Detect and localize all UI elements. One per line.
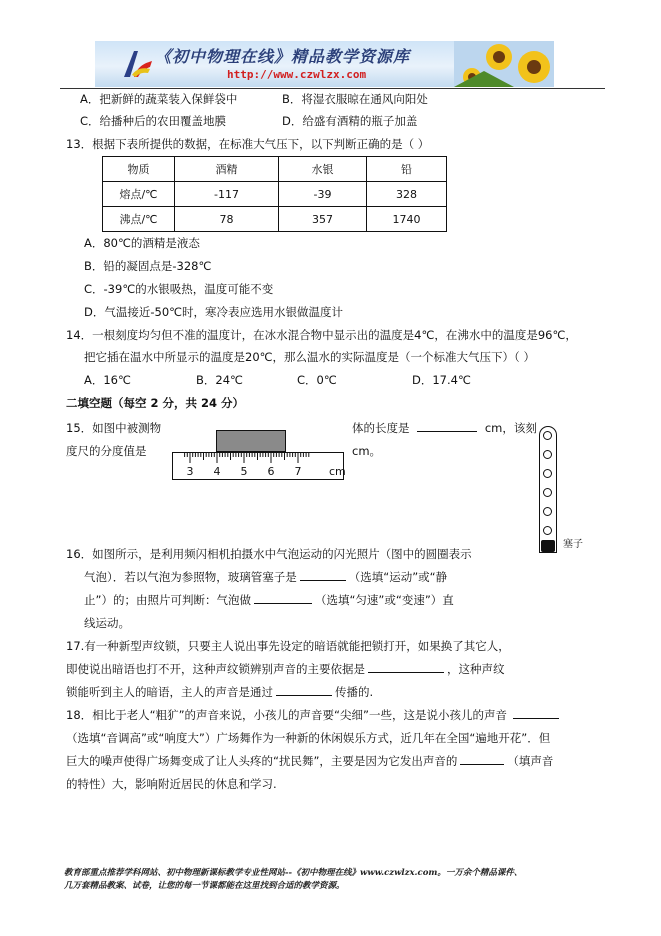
- q17-line-2: [66, 661, 505, 677]
- table-header-cell: 酒精: [175, 157, 279, 182]
- q18-line-2: （选填“音调高”或“响度大”）广场舞作为一种新的休闲娱乐方式，近几年在全国“遍地开花”．但: [66, 731, 551, 745]
- bubble: [543, 488, 552, 497]
- table-cell: 78: [175, 207, 279, 232]
- q15-text-1: 15．如图中被测物: [66, 421, 162, 435]
- q14-option-a: A．16℃: [84, 373, 131, 387]
- q16-motion-blank[interactable]: [254, 592, 312, 604]
- q18-line-3-tail: （填声音: [507, 754, 554, 768]
- table-row: [103, 182, 447, 207]
- q16-line-4: 线运动。: [84, 616, 130, 630]
- bubble: [543, 507, 552, 516]
- q13-option-a: A．80℃的酒精是液态: [84, 236, 200, 250]
- stopper-label: 塞子: [563, 539, 583, 550]
- table-cell: -39: [279, 182, 367, 207]
- q14-line-2: 把它插在温水中所显示的温度是20℃，那么温水的实际温度是（一个标准大气压下）（ ）: [84, 350, 535, 364]
- q17-medium-blank[interactable]: [276, 684, 332, 696]
- q14-line-1: 14．一根刻度均匀但不准的温度计，在冰水混合物中显示出的温度是4℃，在沸水中的温度是96℃，: [66, 328, 577, 342]
- q16-line-2: [84, 569, 447, 585]
- site-logo-icon: [120, 47, 154, 81]
- q16-line-3: [84, 592, 454, 608]
- header-rule: [60, 88, 605, 89]
- q18-line-1-text: 18．相比于老人“粗犷”的声音来说，小孩儿的声音要“尖细”一些，这是说小孩儿的声音: [66, 708, 507, 722]
- q17-line-1: 17.有一种新型声纹锁，只要主人说出事先设定的暗语就能把锁打开，如果换了其它人，: [66, 639, 510, 653]
- table-header-row: [103, 157, 447, 182]
- footer-line-1: 教育部重点推荐学科网站、初中物理新课标教学专业性网站--《初中物理在线》www.czwlzx.com。一万余个精品课件、: [64, 868, 523, 878]
- q16-line-2-hint: （选填“运动”或“静: [348, 570, 448, 584]
- ruler-tick-label: 7: [294, 465, 302, 478]
- q13-data-table: [102, 156, 447, 232]
- q16-line-1: 16．如图所示，是利用频闪相机拍摄水中气泡运动的闪光照片（图中的圆圈表示: [66, 547, 472, 561]
- table-cell: 熔点/℃: [103, 182, 175, 207]
- q15-length-blank[interactable]: [417, 420, 477, 432]
- ruler: [172, 452, 344, 480]
- q16-line-3-text: 止”）的；由照片可判断：气泡做: [84, 593, 251, 607]
- ruler-scale: [173, 453, 346, 479]
- ruler-unit-label: cm: [329, 465, 346, 478]
- q13-option-b: B．铅的凝固点是-328℃: [84, 259, 212, 273]
- sunflower-image: [454, 41, 554, 87]
- q18-line-3: [66, 753, 553, 769]
- stopper: [541, 540, 555, 552]
- header-banner: [95, 41, 554, 87]
- banner-title: 《初中物理在线》精品教学资源库: [155, 47, 411, 66]
- q12-option-a: A．把新鲜的蔬菜装入保鲜袋中: [80, 92, 238, 106]
- q14-option-b: B．24℃: [196, 373, 243, 387]
- bubble: [543, 450, 552, 459]
- bubble: [543, 469, 552, 478]
- q17-line-2-tail: ，这种声纹: [447, 662, 505, 676]
- q17-line-3: [66, 684, 373, 700]
- q16-line-3-hint: （选填“匀速”或“变速”）直: [314, 593, 454, 607]
- q14-option-d: D．17.4℃: [412, 373, 471, 387]
- table-cell: -117: [175, 182, 279, 207]
- table-cell: 328: [367, 182, 447, 207]
- q15-unit-2: cm。: [352, 444, 382, 458]
- q12-option-b: B．将湿衣服晾在通风向阳处: [282, 92, 428, 106]
- q12-option-c: C．给播种后的农田覆盖地膜: [80, 114, 227, 128]
- measured-block: [216, 430, 286, 452]
- section-title: 二填空题（每空 2 分，共 24 分）: [66, 396, 245, 410]
- q17-line-2-text: 即使说出暗语也打不开，这种声纹锁辨别声音的主要依据是: [66, 662, 365, 676]
- ruler-tick-label: 4: [213, 465, 221, 478]
- q15-unit-1: cm，该刻: [484, 421, 537, 435]
- q16-line-2-text: 气泡）．若以气泡为参照物，玻璃管塞子是: [84, 570, 297, 584]
- table-cell: 357: [279, 207, 367, 232]
- banner-url[interactable]: http://www.czwlzx.com: [227, 68, 367, 81]
- q15-text-2: 度尺的分度值是: [66, 444, 147, 458]
- q16-reference-blank[interactable]: [300, 569, 346, 581]
- q17-basis-blank[interactable]: [368, 661, 444, 673]
- q17-line-3-tail: 传播的.: [335, 685, 374, 699]
- table-cell: 1740: [367, 207, 447, 232]
- q15-length-label: 体的长度是: [352, 421, 410, 435]
- q18-line-1: [66, 707, 559, 723]
- footer-line-2: 几万套精品教案、试卷，让您的每一节课都能在这里找到合适的教学资源。: [64, 881, 345, 891]
- bubble: [543, 431, 552, 440]
- bubble: [543, 526, 552, 535]
- q14-option-c: C．0℃: [297, 373, 337, 387]
- q18-line-4: 的特性）大，影响附近居民的休息和学习.: [66, 777, 277, 791]
- q15-text-3: [352, 420, 537, 436]
- table-header-cell: 水银: [279, 157, 367, 182]
- q12-option-d: D．给盛有酒精的瓶子加盖: [282, 114, 418, 128]
- table-cell: 沸点/℃: [103, 207, 175, 232]
- q18-pitch-blank[interactable]: [513, 707, 559, 719]
- table-row: [103, 207, 447, 232]
- q18-line-3-text: 巨大的噪声使得广场舞变成了让人头疼的“扰民舞”，主要是因为它发出声音的: [66, 754, 458, 768]
- q18-property-blank[interactable]: [460, 753, 504, 765]
- table-header-cell: 铅: [367, 157, 447, 182]
- q17-line-3-text: 锁能听到主人的暗语，主人的声音是通过: [66, 685, 273, 699]
- ruler-tick-label: 3: [186, 465, 194, 478]
- q13-stem: 13．根据下表所提供的数据，在标准大气压下，以下判断正确的是（ ）: [66, 137, 430, 151]
- q13-option-d: D．气温接近-50℃时，寒冷表应选用水银做温度计: [84, 305, 344, 319]
- ruler-tick-label: 5: [240, 465, 248, 478]
- table-header-cell: 物质: [103, 157, 175, 182]
- ruler-tick-label: 6: [267, 465, 275, 478]
- q13-option-c: C．-39℃的水银吸热，温度可能不变: [84, 282, 274, 296]
